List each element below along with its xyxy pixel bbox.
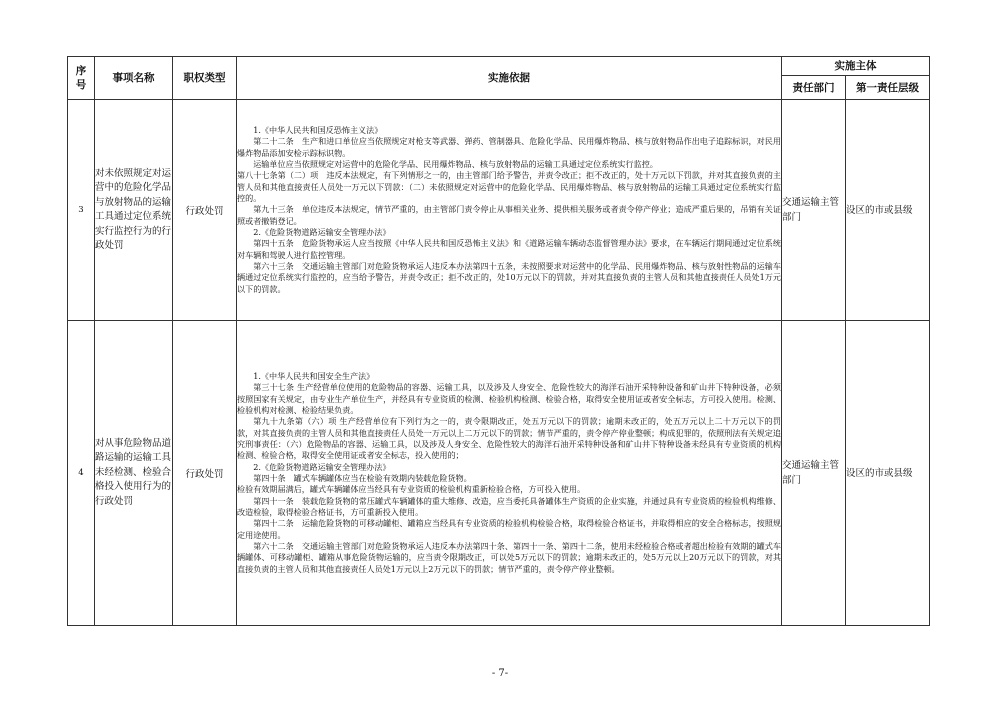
basis-line: 运输单位应当依照规定对运营中的危险化学品、民用爆炸物品、核与放射物品的运输工具通过定位系统实行监控。 — [253, 158, 658, 169]
row-dept: 交通运输主管部门 — [782, 321, 846, 626]
basis-line: 第二十二条 生产和进口单位应当依照规定对枪支等武器、弹药、管制器具、危险化学品、民用爆炸物品、核与放射物品作出电子追踪标识，对民用爆炸物品添加安检示踪标识物。 — [237, 136, 781, 158]
page-number: - 7- — [491, 668, 509, 679]
row-level: 设区的市或县级 — [846, 321, 930, 626]
basis-line: 第六十二条 交通运输主管部门对危险货物承运人违反本办法第四十条、第四十一条、第四十二条，使用未经检验合格或者超出检验有效期的罐式车辆罐体、可移动罐柜、罐箱从事危险货物运输的，应当责令限期改正，可以处5万元以下的罚款；逾期未改正的，处5万元以上20万元以下的罚款，对其直接负责的主管人员和其他直接责任人员处1万元以上2万元以下的罚款；情节严重的，责令停产停业整顿。 — [237, 541, 781, 574]
basis-line: 第九十九条第（六）项 生产经营单位有下列行为之一的，责令限期改正，处五万元以下的罚款；逾期未改正的，处五万元以上二十万元以下的罚款，对其直接负责的主管人员和其他直接责任人员处一万元以上二万元以下的罚款；情节严重的，责令停产停业整顿；构成犯罪的，依照刑法有关规定追究刑事责任：（六）危险物品的容器、运输工具，以及涉及人身安全、危险性较大的海洋石油开采特种设备和矿山井下特种设备未经具有专业资质的机构检测、检验合格，取得安全使用证或者安全标志，投入使用的； — [237, 416, 781, 461]
row-seq: 3 — [68, 100, 95, 321]
basis-line: 1.《中华人民共和国安全生产法》 — [253, 370, 375, 381]
row-seq: 4 — [68, 321, 95, 626]
row-level: 设区的市或县级 — [846, 100, 930, 321]
basis-line: 第四十一条 装载危险货物的常压罐式车辆罐体的重大维修、改造，应当委托具备罐体生产资质的企业实施，并通过具有专业资质的检验机构维修、改造检验，取得检验合格证书，方可重新投入使用。 — [237, 495, 781, 518]
row-dept: 交通运输主管部门 — [782, 100, 846, 321]
enforcement-table — [67, 56, 930, 626]
table-row — [68, 100, 930, 321]
basis-line: 第四十二条 运输危险货物的可移动罐柜、罐箱应当经具有专业资质的检验机构检验合格，取得检验合格证书，并取得相应的安全合格标志，按照规定用途使用。 — [237, 518, 781, 540]
basis-line: 2.《危险货物道路运输安全管理办法》 — [253, 227, 391, 238]
row-item-name: 对未依照规定对运营中的危险化学品与放射物品的运输工具通过定位系统实行监控行为的行政处罚 — [95, 100, 173, 321]
basis-line: 第八十七条第（二）项 违反本法规定，有下列情形之一的，由主管部门给予警告，并责令改正；拒不改正的，处十万元以下罚款，并对其直接负责的主管人员和其他直接责任人员处一万元以下罚款：（二）未依照规定对运营中的危险化学品、民用爆炸物品、核与放射物品的运输工具通过定位系统实行监控的。 — [237, 170, 781, 203]
header-seq: 序号 — [68, 57, 95, 100]
header-item-name: 事项名称 — [95, 57, 173, 100]
table-row — [68, 321, 930, 626]
basis-line: 第三十七条 生产经营单位使用的危险物品的容器、运输工具，以及涉及人身安全、危险性较大的海洋石油开采特种设备和矿山井下特种设备，必须按照国家有关规定，由专业生产单位生产，并经具有专业资质的检测、检验机构检测、检验合格，取得安全使用证或者安全标志，方可投入使用。检测、检验机构对检测、检验结果负责。 — [237, 382, 781, 415]
header-subject: 实施主体 — [782, 57, 930, 76]
basis-line: 第九十三条 单位违反本法规定，情节严重的，由主管部门责令停止从事相关业务、提供相关服务或者责令停产停业；造成严重后果的，吊销有关证照或者撤销登记。 — [237, 204, 781, 226]
basis-line: 第四十五条 危险货物承运人应当按照《中华人民共和国反恐怖主义法》和《道路运输车辆动态监督管理办法》要求，在车辆运行期间通过定位系统对车辆和驾驶人进行监控管理。 — [237, 238, 781, 260]
basis-line: 1.《中华人民共和国反恐怖主义法》 — [253, 124, 383, 135]
header-level: 第一责任层级 — [846, 76, 930, 100]
basis-line: 检验有效期届满后，罐式车辆罐体应当经具有专业资质的检验机构重新检验合格，方可投入使用。 — [237, 484, 586, 495]
row-item-name: 对从事危险物品道路运输的运输工具未经检测、检验合格投入使用行为的行政处罚 — [95, 321, 173, 626]
row-power-type: 行政处罚 — [173, 321, 237, 626]
header-basis: 实施依据 — [237, 57, 782, 100]
basis-line: 2.《危险货物道路运输安全管理办法》 — [253, 461, 391, 472]
row-basis — [237, 100, 782, 321]
header-dept: 责任部门 — [782, 76, 846, 100]
header-power-type: 职权类型 — [173, 57, 237, 100]
basis-line: 第四十条 罐式车辆罐体应当在检验有效期内装载危险货物。 — [253, 473, 472, 483]
basis-line: 第六十三条 交通运输主管部门对危险货物承运人违反本办法第四十五条，未按照要求对运营中的化学品、民用爆炸物品、核与放射性物品的运输车辆通过定位系统实行监控的，应当给予警告，并责令改正；拒不改正的，处10万元以下的罚款，并对其直接负责的主管人员和其他直接责任人员处1万元以下的罚款。 — [237, 261, 781, 294]
row-power-type: 行政处罚 — [173, 100, 237, 321]
row-basis — [237, 321, 782, 626]
